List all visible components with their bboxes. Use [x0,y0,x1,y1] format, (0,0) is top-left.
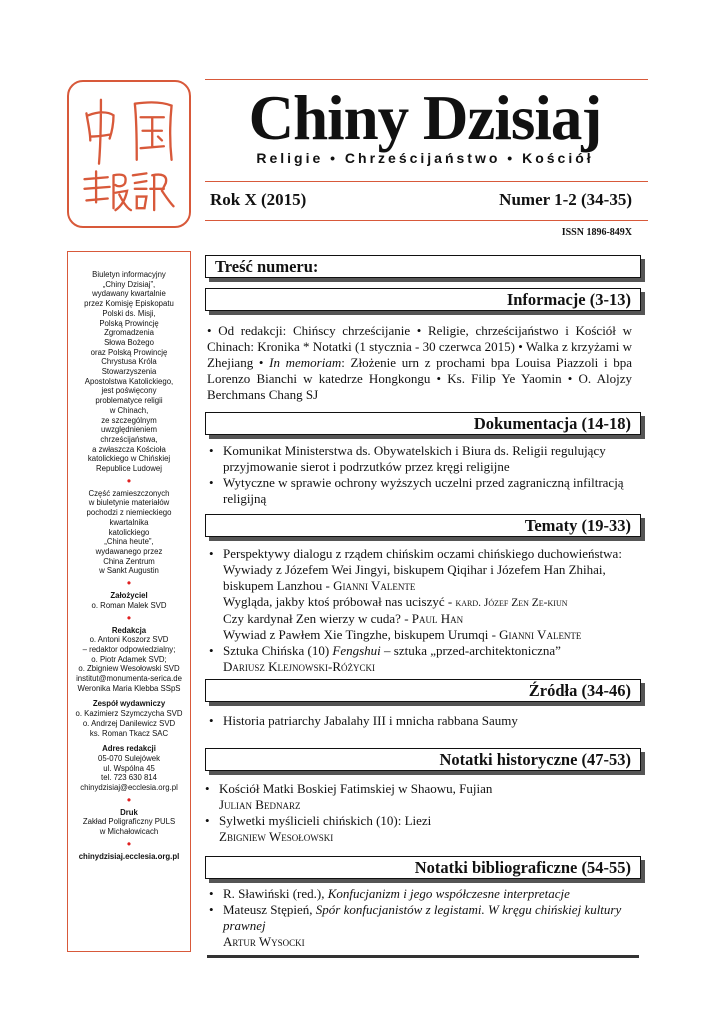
editors-label: Redakcja [111,625,147,635]
item-italic: Spór konfucjanistów z legistami. W kręgu chińskiej kultury prawnej [223,902,622,933]
item-author: kard. Józef Zen Ze-kiun [455,597,568,609]
sidebar-line: Republice Ludowej [96,464,162,474]
item-italic: Fengshui [332,643,381,658]
chinese-calligraphy-seal-icon [69,82,189,226]
item-author: Dariusz Klejnowski-Różycki [223,659,376,674]
print-line: w Michałowicach [99,827,159,837]
founder-label: Założyciel [110,591,148,601]
item-text: Wygląda, jakby ktoś próbował nas uciszyć - [223,594,456,609]
address-line: 05-070 Sulejówek [98,753,160,763]
separator-dot: • [126,792,132,807]
item-text: R. Sławiński (red.), [223,886,328,901]
sidebar-line: jest poświęcony [101,386,157,396]
editor-line: o. Zbigniew Wesołowski SVD [78,664,180,674]
address-line: ul. Wspólna 45 [103,763,155,773]
section-body-informacje [207,323,632,403]
issn: ISSN 1896-849X [561,227,632,238]
sidebar-line: Polską Prowincję [99,318,159,328]
sidebar-line: katolickiego w Chińskiej [87,454,171,464]
sidebar-line: Zgromadzenia [104,328,154,338]
item-text: Perspektywy dialogu z rządem chińskim oczami chińskiego duchowieństwa: Wywiady z Józefem Wei Jingyi, biskupem Qiqihar i Józefem Han Zhihai, biskupem Lanzhou - [223,546,622,593]
section-body-dokumentacja [207,443,632,507]
section-title: Notatki bibliograficzne (54-55) [414,858,631,877]
magazine-title: Chiny Dzisiaj [248,83,602,153]
item-text: Sylwetki myślicieli chińskich (10): Liezi [219,813,432,828]
sidebar-line: ze szczególnym [101,415,157,425]
list-item: • Komunikat Ministerstwa ds. Obywatelskich i Biura ds. Religii regulujący przyjmowanie sierot i podrzutków przez kręgi religijne [207,443,632,475]
item-text: Wywiad z Pawłem Xie Tingzhe, biskupem Urumqi - [223,627,500,642]
sidebar-line: w biuletynie materiałów [88,498,170,508]
section-body-tematy [207,546,632,675]
informacje-text: • Od redakcji: Chińscy chrześcijanie • Religie, chrześcijaństwo i Kościół w Chinach: Kronika * Notatki (1 stycznia - 30 czerwca 2015) • Walka z krzyżami w Zhejiang • [207,323,632,370]
list-item: • Wytyczne w sprawie ochrony wyższych uczelni przed zagraniczną infiltracją religijną [207,475,632,507]
list-item [207,902,632,950]
informacje-text: : Złożenie urn z prochami bpa Louisa Piazzoli i bpa Lorenzo Bianchi w katedrze Hongkongu • Ks. Filip Ye Yaomin • O. Alojzy Berchmans Chang SJ [207,355,633,402]
sidebar-line: Chrystusa Króla [101,357,157,367]
editor-line: o. Antoni Koszorz SVD [89,635,169,645]
item-text: Kościół Matki Boskiej Fatimskiej w Shaowu, Fujian [219,781,493,796]
editor-email[interactable]: institut@monumenta-serica.de [76,674,182,684]
sidebar-line: oraz Polską Prowincję [90,347,168,357]
team-line: ks. Roman Tkacz SAC [89,728,169,738]
item-text: – sztuka „przed-architektoniczna” [380,643,561,658]
sidebar-line: w Chinach, [109,405,149,415]
section-header-dokumentacja [205,412,641,435]
team-line: o. Kazimierz Szymczycha SVD [75,709,183,719]
informacje-inmemoriam: In memoriam [269,355,342,370]
website-link[interactable]: chinydzisiaj.ecclesia.org.pl [78,851,180,861]
section-body-bibliograficzne [207,886,632,950]
item-text: Czy kardynał Zen wierzy w cuda? - [223,611,412,626]
item-author: Artur Wysocki [223,934,305,949]
section-header-tematy [205,514,641,537]
sidebar-line: w Sankt Augustin [99,566,159,576]
section-title: Tematy (19-33) [524,516,631,535]
sidebar-line: „Chiny Dzisiaj”, [102,279,156,289]
sidebar-intro [68,270,190,474]
toc-heading: Treść numeru: [215,257,319,276]
section-body-zrodla [207,713,632,729]
section-title: Informacje (3-13) [506,290,631,309]
section-header-bibliograficzne [205,856,641,879]
sidebar-colophon [67,251,191,952]
item-author: Julian Bednarz [219,797,301,812]
sidebar-line: Biuletyn informacyjny [92,270,166,279]
sidebar-line: a zwłaszcza Kościoła [92,444,166,454]
item-text: Mateusz Stępień, [223,902,316,917]
separator-dot: • [126,576,132,591]
address-phone: tel. 723 630 814 [101,773,157,783]
founder-name: o. Roman Malek SVD [91,600,167,610]
sidebar-line: Słowa Bożego [104,337,154,347]
separator-dot: • [126,836,132,851]
section-body-historyczne [203,781,628,845]
sidebar-line: Polski ds. Misji, [102,308,156,318]
sidebar-line: katolickiego [108,527,150,537]
section-title: Notatki historyczne (47-53) [439,750,631,769]
sidebar-line: Apostolstwa Katolickiego, [84,376,174,386]
separator-dot: • [126,610,132,625]
sidebar-line: Część zamieszczonych [88,488,170,498]
team-label: Zespół wydawniczy [92,699,166,709]
masthead-rule [205,181,648,182]
issue-rule [205,220,648,221]
sidebar-line: „China heute”, [104,537,154,547]
item-author: Paul Han [411,611,464,626]
editor-line: – redaktor odpowiedzialny; [82,644,176,654]
item-text: Sztuka Chińska (10) [223,643,333,658]
section-header-zrodla [205,679,641,702]
list-item [203,813,628,845]
address-email[interactable]: chinydzisiaj@ecclesia.org.pl [80,783,178,793]
print-line: Zakład Poligraficzny PULS [82,817,176,827]
team-line: o. Andrzej Danilewicz SVD [82,718,176,728]
sidebar-line: kwartalnika [109,517,149,527]
section-header-historyczne [205,748,641,771]
item-author: Gianni Valente [333,578,416,593]
logo-seal [67,80,191,228]
section-title: Dokumentacja (14-18) [473,414,631,433]
magazine-subtitle: Religie • Chrześcijaństwo • Kościół [256,150,594,166]
bottom-rule [207,955,639,958]
section-header-informacje [205,288,641,311]
item-author: Gianni Valente [499,627,582,642]
issue-year: Rok X (2015) [210,190,307,209]
sidebar-line: problematyce religii [95,396,163,406]
sidebar-line: wydawanego przez [95,546,163,556]
sidebar-line: pochodzi z niemieckiego [86,508,172,518]
separator-dot: • [126,473,132,488]
editor-line: Weronika Maria Klebba SSpS [77,683,181,693]
sidebar-line: wydawany kwartalnie [92,289,166,299]
sidebar-line: przez Komisję Episkopatu [84,299,174,309]
list-item [207,546,632,643]
list-item [207,643,632,675]
section-title: Źródła (34-46) [528,681,631,700]
toc-heading-box [205,255,641,278]
list-item [207,886,632,902]
sidebar-line: Stowarzyszenia [101,367,157,377]
list-item: • Historia patriarchy Jabalahy III i mnicha rabbana Saumy [207,713,632,729]
sidebar-source [68,489,190,576]
sidebar-line: China Zentrum [103,556,155,566]
sidebar-line: chrześcijaństwa, [100,434,158,444]
sidebar-line: uwzględnieniem [101,425,157,435]
item-author: Zbigniew Wesołowski [219,829,334,844]
issue-number: Numer 1-2 (34-35) [499,190,632,209]
print-label: Druk [120,807,138,817]
item-italic: Konfucjanizm i jego współczesne interpretacje [327,886,570,901]
list-item [203,781,628,813]
editor-line: o. Piotr Adamek SVD; [91,654,167,664]
address-label: Adres redakcji [102,744,156,754]
